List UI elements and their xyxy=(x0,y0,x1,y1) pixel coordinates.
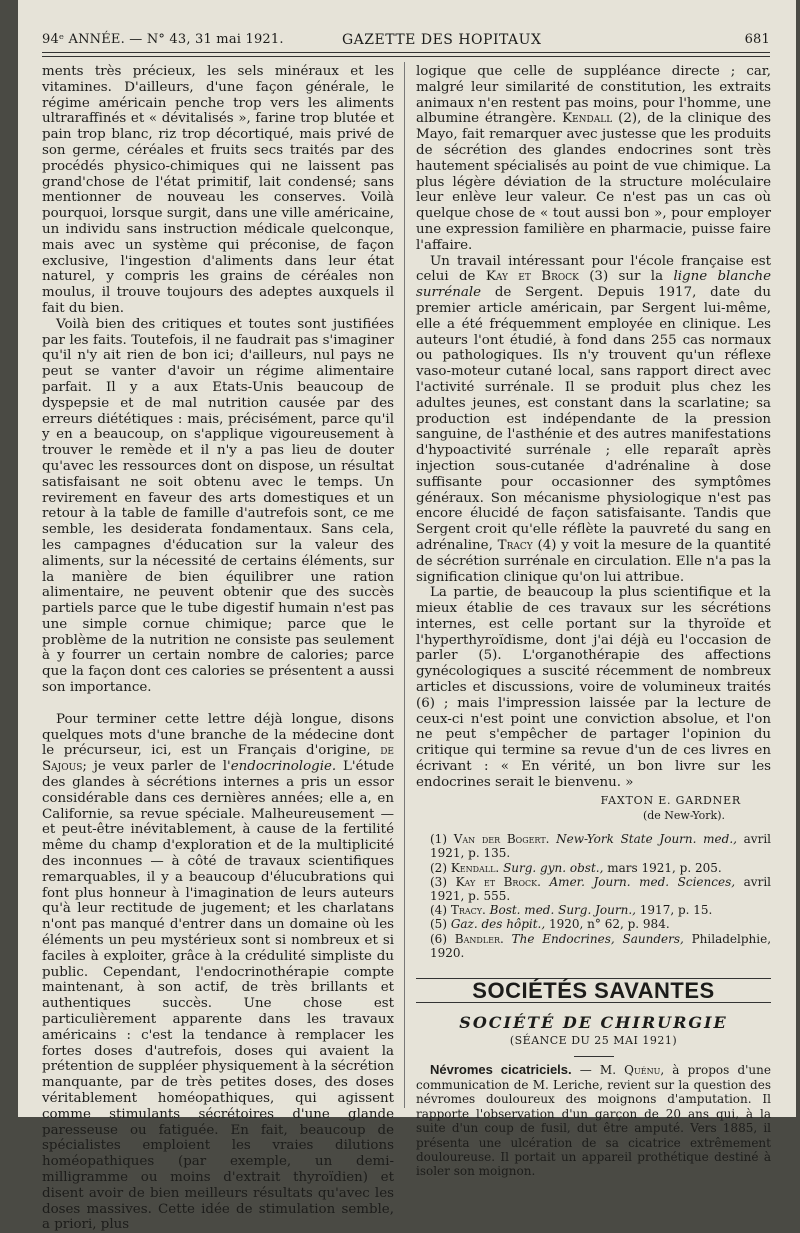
divider xyxy=(574,1056,614,1057)
session-date: (SÉANCE DU 25 MAI 1921) xyxy=(509,1033,678,1047)
society-name: SOCIÉTÉ DE CHIRURGIE xyxy=(459,1012,728,1032)
page-header xyxy=(42,28,770,54)
header-rule xyxy=(42,52,770,53)
right-column xyxy=(416,64,771,1179)
column-divider xyxy=(404,62,405,1108)
paragraph: Un travail intéressant pour l'école française est celui de Kay et Brock (3) sur la ligne blanche surrénale de Sergent. Depuis 1917, date du premier article américain, par Sergent lui-même, elle a été fréquemment employée en clinique. Les auteurs l'ont étudié, à fond dans 255 cas normaux ou pathologiques. Ils n'y trouvent qu'un réflexe vaso-moteur cutané local, sans rapport direct avec l'activité surrénale. Il se produit plus chez les adultes jeunes, est constant dans la scarlatine; sa production est indépendante de la pression sanguine, de l'asthénie et des autres manifestations d'hypoactivité surrénale ; elle reparaît après injection sous-cutanée d'adrénaline à dose suffisante pour occasionner des symptômes généraux. Son mécanisme physiologique n'est pas encore élucidé de façon satisfaisante. Tandis que Sergent croit qu'elle réflète la pauvreté du sang en adrénaline, Tracy (4) y voit la mesure de la quantité de sécrétion surrénale en circulation. Elle n'a pas la signification clinique qu'on lui attribue. xyxy=(416,253,771,585)
journal-title: GAZETTE DES HOPITAUX xyxy=(342,32,542,48)
paragraph: ments très précieux, les sels minéraux et les vitamines. D'ailleurs, d'une façon générale, le régime américain penche trop vers les aliments ultraraffinés et « dévitalisés », farine trop blutée et pain trop blanc, riz trop décortiqué, mais privé de son germe, céréales et fruits secs traités par des procédés physico-chimiques qui ne laissent pas grand'chose de l'état primitif, lait condensé; sans mentionner de nouveau les conserves. Voilà pourquoi, lorsque surgit, dans une ville américaine, un individu sans instruction médicale quelconque, mais avec un système qui préconise, de façon exclusive, l'ingestion d'aliments dans leur état naturel, y compris les grains de céréales non moulus, il trouve toujours des adeptes auxquels il fait du bien. xyxy=(42,64,394,316)
footnote: (1) Van der Bogert. New-York State Journ. med., avril 1921, p. 135. xyxy=(430,832,771,861)
footnote: (4) Tracy. Bost. med. Surg. Journ., 1917, p. 15. xyxy=(430,903,713,918)
header-rule-double xyxy=(42,56,770,57)
footnotes xyxy=(416,832,771,960)
author-name: Kendall xyxy=(562,111,613,127)
footnote: (6) Bandler. The Endocrines, Saunders, Philadelphie, 1920. xyxy=(430,931,772,960)
paragraph: Voilà bien des critiques et toutes sont justifiées par les faits. Toutefois, il ne faudrait pas s'imaginer qu'il n'y ait rien de bon ici; d'ailleurs, nul pays ne peut se vanter d'avoir un régime alimentaire parfait. Il y a aux Etats-Unis beaucoup de dyspepsie et de mal nutrition causée par des erreurs diététiques : mais, précisément, parce qu'il y en a beaucoup, on s'applique vigoureusement à trouver le remède et il n'y a pas lieu de douter qu'avec les ressources dont on dispose, un résultat satisfaisant ne soit obtenu avec le temps. Un revirement en faveur des arts domestiques et un retour à la table de famille d'autrefois sont, ce me semble, les desiderata fondamentaux. Sans cela, les campagnes d'éducation sur la valeur des aliments, sur la nécessité de certains éléments, sur la manière de bien équilibrer une ration alimentaire, ne peuvent obtenir que des succès partiels parce que le tube digestif humain n'est pas une simple cornue chimique; parce que le problème de la nutrition ne consiste pas seulement à y fourrer un certain nombre de calories; parce que la façon dont ces calories se présentent a aussi son importance. xyxy=(42,316,394,696)
paragraph: logique que celle de suppléance directe ; car, malgré leur similarité de constitution, les extraits animaux n'en restent pas moins, pour l'homme, une albumine étrangère. Kendall (2), de la clinique des Mayo, fait remarquer avec justesse que les produits de sécrétion des glandes endocrines sont très hautement spécialisés au point de vue chimique. La plus légère déviation de la structure moléculaire leur enlève leur valeur. Ce n'est pas un cas où quelque chose de « tout aussi bon », pour employer une expression familière en pharmacie, puisse faire l'affaire. xyxy=(416,64,771,253)
left-column xyxy=(42,64,394,1233)
issue-info: 94ᵉ ANNÉE. — N° 43, 31 mai 1921. xyxy=(42,32,284,47)
paragraph: La partie, de beaucoup la plus scientifique et la mieux établie de ces travaux sur les sécrétions internes, est celle portant sur la thyroïde et l'hyperthyroïdisme, dont j'ai déjà eu l'occasion de parler (5). L'organothérapie des affections gynécologiques a suscité récemment de nombreux articles et discussions, voire de volumineux traités (6) ; mais l'impression laissée par la lecture de ceux-ci n'est point une conviction absolue, et l'on ne peut s'empêcher de partager l'opinion du critique qui termine sa revue d'un de ces livres en écrivant : « En vérité, un bon livre sur les endocrines serait le bienvenu. » xyxy=(416,585,771,790)
author-name: Quénu xyxy=(624,1063,661,1078)
footnote: (3) Kay et Brock. Amer. Journ. med. Sciences, avril 1921, p. 555. xyxy=(430,874,771,904)
signature-place: (de New-York). xyxy=(642,809,725,823)
page-number: 681 xyxy=(744,32,770,47)
report-title: Névromes cicatriciels. xyxy=(430,1062,572,1078)
author-name: Kay et Brock xyxy=(485,269,579,285)
signature: FAXTON E. GARDNER xyxy=(600,793,741,807)
paragraph: Pour terminer cette lettre déjà longue, disons quelques mots d'une branche de la médecine dont le précurseur, ici, est un Français d'origine, de Sajous; je veux parler de l'endocrinologie. L'étude des glandes à sécrétions internes a pris un essor considérable dans ces dernières années; elle a, en Californie, sa revue spéciale. Malheureusement — et peut-être inévitablement, à cause de la fertilité même du champ d'exploration et de la multiplicité des inconnues — à côté de travaux scientifiques remarquables, il y a beaucoup d'élucubrations qui font plus honneur à l'imagination de leurs auteurs qu'à leur rectitude de jugement; et les charlatans n'ont pas manqué d'entrer dans un domaine où les éléments un peu mystérieux sont si nombreux et si faciles à exploiter, grâce à la crédulité simpliste du public. Cependant, l'endocrinothérapie compte maintenant, à son actif, de très brillants et authentiques succès. Une chose est particulièrement apparente dans les travaux américains : c'est la tendance à remplacer les fortes doses d'autrefois, doses qui avaient la prétention de suppléer physiquement à la sécrétion manquante, par de très petites doses, des doses véritablement homéopathiques, qui agissent comme stimulants sécrétoires d'une glande paresseuse ou fatiguée. En fait, beaucoup de spécialistes emploient les vraies dilutions homéopathiques (par exemple, un demi-milligramme ou moins d'extrait thyroïdien) et disent avoir de bien meilleurs résultats qu'avec les doses massives. Cette idée de stimulation semble, a priori, plus xyxy=(42,711,394,1233)
author-name: de Sajous xyxy=(42,743,394,775)
journal-page xyxy=(18,0,796,1233)
report-paragraph: Névromes cicatriciels. — M. Quénu, à propos d'une communication de M. Leriche, revient sur la question des névromes douloureux des moignons d'amputation. Il rapporte l'observation d'un garçon de 20 ans qui, à la suite d'un coup de fusil, dut être amputé. Vers 1885, il présenta une ulcération de sa cicatrice extrêmement douloureuse. Il portait un appareil prothétique destiné à isoler son moignon. xyxy=(416,1062,771,1179)
footnote: (5) Gaz. des hôpit., 1920, n° 62, p. 984. xyxy=(430,917,670,932)
footnote: (2) Kendall. Surg. gyn. obst., mars 1921, p. 205. xyxy=(430,860,722,875)
section-title: SOCIÉTÉS SAVANTES xyxy=(416,978,771,1003)
author-name: Tracy xyxy=(497,537,533,553)
